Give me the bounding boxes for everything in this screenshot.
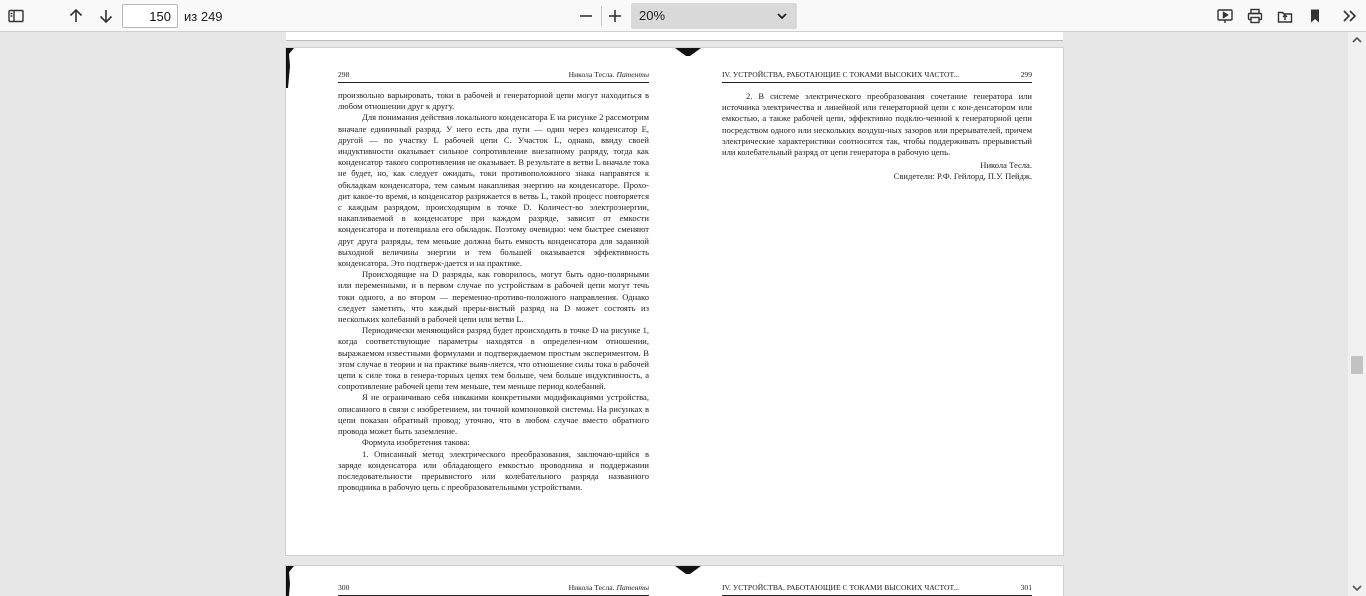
document-viewer[interactable]: [0, 32, 1348, 596]
scan-fold-mark: [675, 566, 701, 575]
print-button[interactable]: [1243, 4, 1267, 28]
scan-corner-mark: [286, 566, 296, 596]
paragraph: Формула изобретения такова:: [362, 437, 470, 448]
page-number: 301: [1020, 583, 1032, 592]
next-page-button[interactable]: [94, 4, 118, 28]
witnesses: Свидетели: Р.Ф. Гейлорд, П.У. Пейдж.: [893, 171, 1032, 182]
scroll-down-icon[interactable]: [1351, 582, 1363, 594]
zoom-in-button[interactable]: [603, 4, 627, 28]
zoom-value: 20%: [639, 8, 666, 23]
running-header: [338, 583, 649, 596]
header-title: Никола Тесла. Патенты: [568, 70, 649, 79]
presentation-mode-button[interactable]: [1213, 4, 1237, 28]
running-header: [338, 70, 649, 83]
scan-fold-mark: [675, 48, 701, 57]
header-title: Никола Тесла. Патенты: [568, 583, 649, 592]
toolbar-divider: [601, 6, 602, 26]
scrollbar-thumb[interactable]: [1351, 356, 1363, 374]
more-tools-button[interactable]: [1338, 4, 1362, 28]
page-spread: [286, 566, 1063, 596]
chevron-down-icon: [776, 10, 788, 22]
running-header: [722, 583, 1032, 596]
zoom-out-button[interactable]: [574, 4, 598, 28]
previous-page-button[interactable]: [64, 4, 88, 28]
page-number-input[interactable]: [122, 4, 178, 28]
page-body: [338, 90, 649, 493]
pdf-toolbar: [0, 0, 1366, 32]
previous-page-edge: [286, 32, 1063, 41]
signature: Никола Тесла.: [980, 160, 1032, 171]
paragraph: Происходящие на D разряды, как говорилось, могут быть одно-полярными или переменными, и в первом случае по устройствам в рабочей цепи могут течь токи одного, а во втором — переменно-противо-положного направления. Однако следует заметить, что каждый преры-вистый разряд на D может состоять из нескольких колебаний в рабочей цепи или ветви L.: [338, 269, 649, 325]
scroll-up-icon[interactable]: [1351, 34, 1363, 46]
bookmark-button[interactable]: [1303, 4, 1327, 28]
scan-corner-mark: [286, 48, 296, 88]
header-title: IV. УСТРОЙСТВА, РАБОТАЮЩИЕ С ТОКАМИ ВЫСОКИХ ЧАСТОТ...: [722, 583, 960, 592]
paragraph: произвольно варьировать, токи в рабочей и генераторной цепи могут находиться в любом отношении друг к другу.: [338, 90, 649, 112]
sidebar-toggle-icon[interactable]: [4, 4, 28, 28]
vertical-scrollbar[interactable]: [1348, 32, 1366, 596]
paragraph: Я не ограничиваю себя никакими конкретными модификациями устройства, описанного в связи с изобретением, ни точной компоновкой системы. На рисунках в цепи показан обратный провод; уточню, что в любом случае вместо обратного провода может быть заземление.: [338, 392, 649, 437]
paragraph: 1. Описанный метод электрического преобразования, заключаю-щийся в заряде конденсатора или обладающего емкостью проводника и поддержании последовательности прерывистого или колебательного разряда названного проводника в рабочую цепь с преобразовательными устройствами.: [338, 448, 649, 493]
zoom-select[interactable]: [631, 3, 797, 29]
paragraph: 2. В системе электрического преобразования сочетание генератора или источника электричества и линейной или генераторной цепи с кон-денсатором или емкостью, а также рабочей цепи, эффективно подклю-ченной к генераторной цепи посредством одного или нескольких воздуш-ных зазоров или прерывателей, причем электрические характеристики соотносятся так, чтобы поддерживать прерывистый или колебательный разряд от цепи генератора в рабочую цепь.: [722, 91, 1032, 158]
paragraph: Периодически меняющийся разряд будет происходить в точке D на рисунке 1, когда соответствующие параметры находятся в определен-ном отношении, выражаемом известными формулами и подтверждаемом простым экспериментом. В этом случае в теории и на практике выяв-ляется, что отношение силы тока в рабочей цепи к силе тока в генера-торных цепях тем больше, чем больше индуктивность, а сопротивление рабочей цепи тем меньше, тем меньше период колебаний.: [338, 325, 649, 392]
page-number: 299: [1020, 70, 1032, 79]
page-spread: [286, 48, 1063, 555]
page-number: 300: [338, 583, 350, 592]
page-number: 298: [338, 70, 350, 79]
page-body: [722, 91, 1032, 183]
paragraph: Для понимания действия локального конденсатора E на рисунке 2 рассмотрим вначале единичный разряд. У него есть два пути — один через конденсатор E, другой — по участку L рабочей цепи C. Участок L, однако, ввиду своей индуктивности оказывает сильное сопротивление внезапному разряду, тогда как конденсатор такого сопротивления не оказывает. В результате в ветви L вначале тока не будет, но, как следует ожидать, токи противоположного знака направятся к обкладкам конденсатора, тем самым накапливая энергию на конденсаторе. Прохо-дит какое-то время, и конденсатор разряжается в ветвь L, такой процесс повторяется с каждым разрядом, происходящим в точке D. Количест-во электроэнергии, накапливаемой в конденсаторе при каждом разряде, зависит от емкости конденсатора и потенциала его обкладок. Поэтому очевидно: чем быстрее сменяют друг друга разряды, тем меньше должна быть емкость конденсатора для заданной выходной величины энергии и тем большей оказывается эффективность конденсатора. Это подтверж-дается и на практике.: [338, 112, 649, 269]
header-title: IV. УСТРОЙСТВА, РАБОТАЮЩИЕ С ТОКАМИ ВЫСОКИХ ЧАСТОТ...: [722, 70, 960, 79]
open-file-button[interactable]: [1273, 4, 1297, 28]
running-header: [722, 70, 1032, 83]
page-count-label: из 249: [184, 9, 223, 24]
